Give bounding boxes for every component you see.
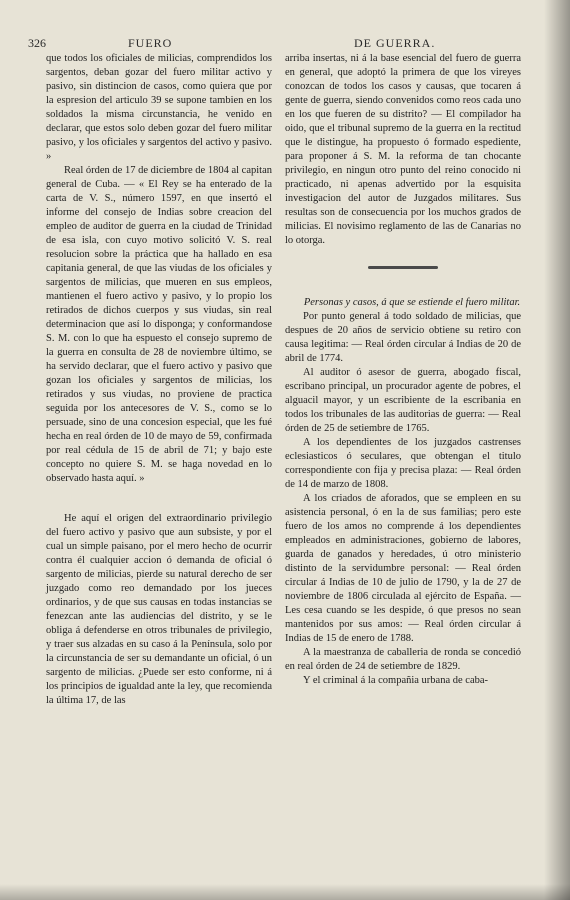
left-paragraph-1: que todos los oficiales de milicias, comprendidos los sargentos, deban gozar del fuero militar activo y pasivo, sin distincion de casos, como quiera que por la espresion del articulo 39 se supone tambien en los soldados la misma circunstancia, he venido en declarar, que estos solo deben gozar del fuero militar pasivo, y los oficiales y sargentos del activo y pasivo. » (46, 53, 272, 162)
section-title: Personas y casos, á que se estiende el fuero militar. (303, 297, 521, 308)
page-bottom-shadow (0, 884, 570, 900)
right-paragraph-5: A los criados de aforados, que se empleen en su asistencia personal, ó en la de sus familias; pero este fuero de los amos no comprende á los dependientes empleados en administraciones, gobierno de labores, guarda de ganados y heredades, ú otro ministerio distinto de la servidumbre personal: — Real órden circular á Indias de 10 de julio de 1790, y la de 27 de noviembre de 1806 circulada al ejército de España. — Les cesa cuando se les despide, ó que presos no sean mantenidos por sus amos: — Real órden circular á Indias de 15 de enero de 1788. (285, 493, 521, 644)
right-paragraph-6: A la maestranza de caballeria de ronda se concedió en real órden de 24 de setiembre de 1829. (285, 647, 521, 672)
left-paragraph-3: He aquí el origen del extraordinario privilegio del fuero activo y pasivo que aun subsiste, y por el cual un simple paisano, por el mero hecho de ocurrir contra él cualquier accion ó demanda de oficial ó sargento de milicias, pierde su natural derecho de ser juzgado como reo demandado por los jueces ordinarios, y de que sus causas en todas instancias se fenezcan ante las audiencias del distrito, y se le obliga á defenderse en otros tribunales de privilegio, y traer sus alzadas en su caso á la Península, solo por la circunstancia de ser su demandante un oficial, ó un sargento de milicias. ¿Puede ser esto conforme, ni á los principios de igualdad ante la ley, que recomienda la última 17, de las (46, 513, 272, 706)
page-number: 326 (28, 36, 46, 50)
right-paragraph-3: Al auditor ó asesor de guerra, abogado fiscal, escribano principal, un procurador agente de pobres, el alguacil mayor, y un escribiente de la escribania en todos los tribunales de las auditorias de guerra: — Real órden de 25 de setiembre de 1765. (285, 367, 521, 434)
page-header (28, 36, 528, 52)
page-edge-shadow (544, 0, 570, 900)
right-paragraph-7: Y el criminal á la compañia urbana de caba- (303, 675, 489, 686)
right-paragraph-1: arriba insertas, ni á la base esencial del fuero de guerra en general, que adoptó la primera de que los vireyes conozcan de todos los casos y causas, que tocaren á gente de guerra, siendo convenidos como reos cada uno en los que fueren de su distrito? — El compilador ha oido, que el tribunal supremo de la guerra en la rectitud que le distingue, ha propuesto ó formado espediente, para proponer á S. M. la reforma de tan chocante privilegio, en ningun otro punto del reino conocido ni practicado, ni apenas advertido por la esquisita investigacion del autor de Juzgados militares. Sus resultas son de consecuencia por los muchos grados de milicias. El novisimo reglamento de las de Canarias no lo otorga. (285, 53, 521, 246)
right-paragraph-2: Por punto general á todo soldado de milicias, que despues de 20 años de servicio obtiene su retiro con causa legitima: — Real órden circular á Indias de 20 de abril de 1774. (285, 311, 521, 364)
right-paragraph-4: A los dependientes de los juzgados castrenses eclesiasticos ó seculares, que obtengan el titulo correspondiente con fija y precisa plaza: — Real órden de 14 de marzo de 1808. (285, 437, 521, 490)
running-head-right: DE GUERRA. (354, 36, 436, 50)
left-paragraph-2: Real órden de 17 de diciembre de 1804 al capitan general de Cuba. — « El Rey se ha enterado de la carta de V. S., número 1597, en que insertó el informe del consejo de Indias sobre creacion del empleo de auditor de guerra en la ciudad de Trinidad de esa isla, con cuyo motivo solicitó V. S. real resolucion sobre la práctica que ha hallado en esa capitania general, de que las viudas de los oficiales y sargentos de milicias, que mueren en sus empleos, mantienen el fuero activo y pasivo, y lo propio los retirados de dichos cuerpos y sus viudas, sin real determinacion que así lo disponga; y conformandose S. M. con lo que ha espuesto el consejo supremo de la guerra en consulta de 28 de noviembre último, se ha servido declarar, que el fuero activo y pasivo que gozan los oficiales y sargentos de milicias, los retirados y sus viudas, no proviene de practica seguida por los antecesores de V. S., como se lo persuade, sino de una concesion especial, que les fué hecha en real órden de 10 de mayo de 59, confirmada por real cédula de 15 de abril de 71; y bajo este concepto no quiere S. M. se haga novedad en lo observado hasta aquí. » (46, 165, 272, 484)
right-column (285, 52, 521, 688)
left-column (46, 52, 272, 708)
running-head-left: FUERO (128, 36, 173, 50)
section-divider-ornament (285, 260, 521, 274)
